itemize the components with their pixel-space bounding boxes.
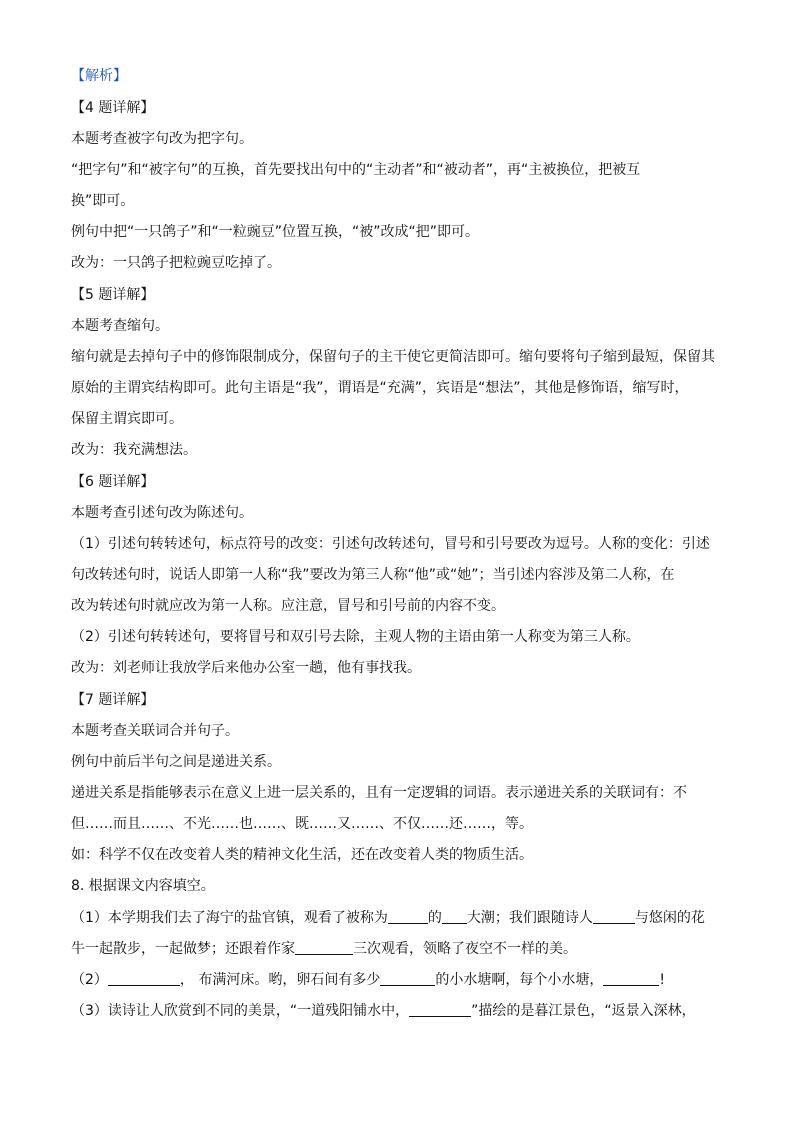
q6-line-3: 句改转述句时，说话人即第一人称“我”要改为第三人称“他”或“她”；当引述内容涉及第二人称，在: [71, 567, 675, 583]
fill-blank[interactable]: [388, 909, 428, 924]
q8-item-2: [71, 970, 665, 990]
q8-item-1-text-e: 牛一起散步，一起做梦；还跟着作家: [71, 941, 295, 957]
q8-item-2-text-b: ， 布满河床。哟，卵石间有多少: [179, 972, 381, 988]
q7-line-2: 例句中前后半句之间是递进关系。: [71, 754, 281, 770]
q7-title: 【7 题详解】: [71, 692, 155, 708]
q6-title: 【6 题详解】: [71, 474, 155, 490]
q6-line-4: 改为转述句时就应改为第一人称。应注意，冒号和引号前的内容不变。: [71, 598, 505, 614]
q7-line-1: 本题考查关联词合并句子。: [71, 723, 239, 739]
q4-line-4: 例句中把“一只鸽子”和“一粒豌豆”位置互换，“被”改成“把”即可。: [71, 224, 480, 240]
q8-item-1-line-1: [71, 908, 705, 928]
q8-item-2-text-c: 的小水塘啊，每个小水塘，: [435, 972, 604, 988]
q6-line-6: 改为：刘老师让我放学后来他办公室一趟，他有事找我。: [71, 660, 421, 676]
q4-line-3: 换”即可。: [71, 193, 135, 209]
fill-blank[interactable]: [593, 909, 635, 924]
q5-line-2: 缩句就是去掉句子中的修饰限制成分，保留句子的主干使它更简洁即可。缩句要将句子缩到最短，保留其: [71, 349, 715, 365]
fill-blank[interactable]: [295, 940, 353, 955]
fill-blank[interactable]: [603, 971, 659, 986]
q4-title: 【4 题详解】: [71, 100, 155, 116]
fill-blank[interactable]: [442, 909, 467, 924]
q8-item-1-text-d: 与悠闲的花: [634, 910, 705, 926]
q8-item-2-text-a: （2）: [71, 972, 108, 988]
q4-line-2: “把字句”和“被字句”的互换，首先要找出句中的“主动者”和“被动者”，再“主被换位，把被互: [71, 162, 641, 178]
q6-line-1: 本题考查引述句改为陈述句。: [71, 505, 253, 521]
q5-line-3: 原始的主谓宾结构即可。此句主语是“我”，谓语是“充满”，宾语是“想法”，其他是修饰语，缩写时，: [71, 380, 689, 396]
q8-item-1-text-a: （1）本学期我们去了海宁的盐官镇，观看了被称为: [71, 910, 388, 926]
analysis-header: 【解析】: [71, 68, 127, 84]
q8-item-3-text-a: （3）读诗让人欣赏到不同的美景，“一道残阳铺水中，: [71, 1003, 410, 1019]
q5-title: 【5 题详解】: [71, 287, 155, 303]
q8-item-1-text-f: 三次观看，领略了夜空不一样的美。: [353, 941, 577, 957]
q8-item-3-text-b: ”描绘的是暮江景色，“返景入深林，: [471, 1003, 696, 1019]
q8-item-1-text-c: 大潮；我们跟随诗人: [466, 910, 593, 926]
q8-item-1-text-b: 的: [427, 910, 442, 926]
q5-line-4: 保留主谓宾即可。: [71, 411, 183, 427]
fill-blank[interactable]: [108, 971, 180, 986]
q8-item-3: [71, 1001, 696, 1021]
fill-blank[interactable]: [409, 1002, 471, 1017]
fill-blank[interactable]: [380, 971, 435, 986]
q6-line-2: （1）引述句转转述句，标点符号的改变：引述句改转述句，冒号和引号要改为逗号。人称的变化：引述: [71, 536, 710, 552]
q7-line-5: 如：科学不仅在改变着人类的精神文化生活，还在改变着人类的物质生活。: [71, 847, 533, 863]
q5-line-1: 本题考查缩句。: [71, 318, 169, 334]
q7-line-4: 但……而且……、不光……也……、既……又……、不仅……还……，等。: [71, 816, 533, 832]
q8-title: 8. 根据课文内容填空。: [71, 878, 215, 894]
q4-line-1: 本题考查被字句改为把字句。: [71, 131, 253, 147]
q6-line-5: （2）引述句转转述句，要将冒号和双引号去除，主观人物的主语由第一人称变为第三人称。: [71, 629, 640, 645]
q8-item-1-line-2: [71, 939, 577, 959]
q7-line-3: 递进关系是指能够表示在意义上进一层关系的，且有一定逻辑的词语。表示递进关系的关联词有：不: [71, 785, 687, 801]
q4-line-5: 改为：一只鸽子把粒豌豆吃掉了。: [71, 255, 281, 271]
q5-line-5: 改为：我充满想法。: [71, 442, 197, 458]
q8-item-2-text-d: !: [659, 972, 665, 988]
